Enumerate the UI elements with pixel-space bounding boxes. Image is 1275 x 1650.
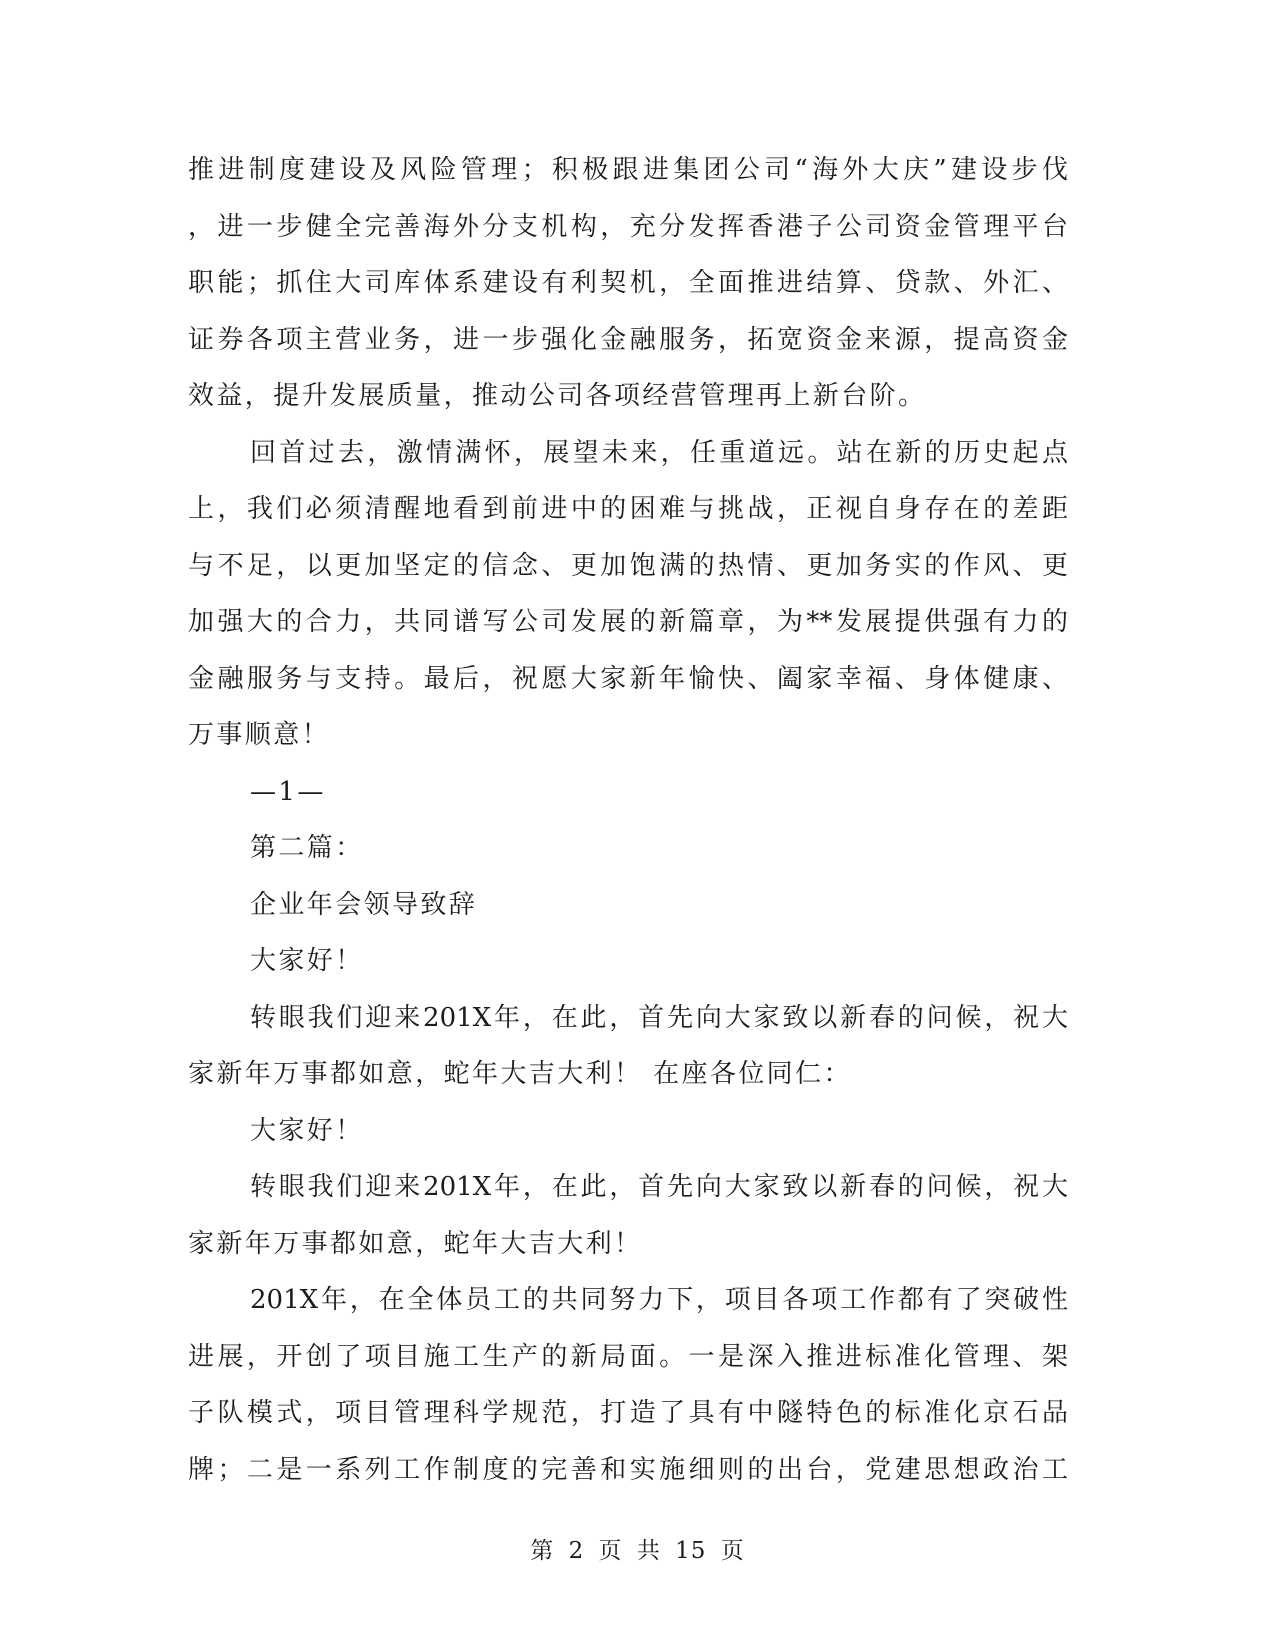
text-line: 子队模式，项目管理科学规范，打造了具有中隧特色的标准化京石品 bbox=[188, 1398, 1068, 1428]
text-line: 家新年万事都如意，蛇年大吉大利！ 在座各位同仁： bbox=[188, 1059, 852, 1089]
text-line: 效益，提升发展质量，推动公司各项经营管理再上新台阶。 bbox=[188, 381, 927, 411]
text-line: 转眼我们迎来201X年，在此，首先向大家致以新春的问候，祝大 bbox=[250, 1002, 1068, 1033]
text-line: 家新年万事都如意，蛇年大吉大利！ bbox=[188, 1228, 643, 1259]
text-line: 上，我们必须清醒地看到前进中的困难与挑战，正视自身存在的差距 bbox=[188, 494, 1068, 524]
text-line: 加强大的合力，共同谱写公司发展的新篇章，为**发展提供强有力的 bbox=[188, 607, 1068, 637]
text-line: ，进一步健全完善海外分支机构，充分发挥香港子公司资金管理平台 bbox=[188, 211, 1068, 242]
text-line: 万事顺意！ bbox=[188, 720, 331, 750]
text-line: 大家好！ bbox=[250, 1115, 364, 1146]
text-line: 牌；二是一系列工作制度的完善和实施细则的出台，党建思想政治工 bbox=[188, 1454, 1068, 1485]
text-line: 201X年，在全体员工的共同努力下，项目各项工作都有了突破性 bbox=[250, 1285, 1068, 1315]
text-line: 第二篇： bbox=[250, 833, 364, 863]
text-line: 转眼我们迎来201X年，在此，首先向大家致以新春的问候，祝大 bbox=[250, 1172, 1068, 1202]
text-line: 与不足，以更加坚定的信念、更加饱满的热情、更加务实的作风、更 bbox=[188, 550, 1068, 581]
text-line: 职能；抓住大司库体系建设有利契机，全面推进结算、贷款、外汇、 bbox=[188, 268, 1068, 298]
text-line: 回首过去，激情满怀，展望未来，任重道远。站在新的历史起点 bbox=[250, 437, 1068, 468]
page-footer: 第 2 页 共 15 页 bbox=[530, 1538, 745, 1564]
text-line: 企业年会领导致辞 bbox=[250, 889, 478, 920]
text-line: 推进制度建设及风险管理；积极跟进集团公司“海外大庆”建设步伐 bbox=[188, 155, 1068, 185]
text-line: 大家好！ bbox=[250, 946, 364, 976]
text-line: 金融服务与支持。最后，祝愿大家新年愉快、阖家幸福、身体健康、 bbox=[188, 663, 1068, 694]
document-body bbox=[188, 142, 1068, 1498]
text-line: —1— bbox=[250, 776, 326, 807]
text-line: 证券各项主营业务，进一步强化金融服务，拓宽资金来源，提高资金 bbox=[188, 324, 1068, 355]
text-line: 进展，开创了项目施工生产的新局面。一是深入推进标准化管理、架 bbox=[188, 1341, 1068, 1372]
